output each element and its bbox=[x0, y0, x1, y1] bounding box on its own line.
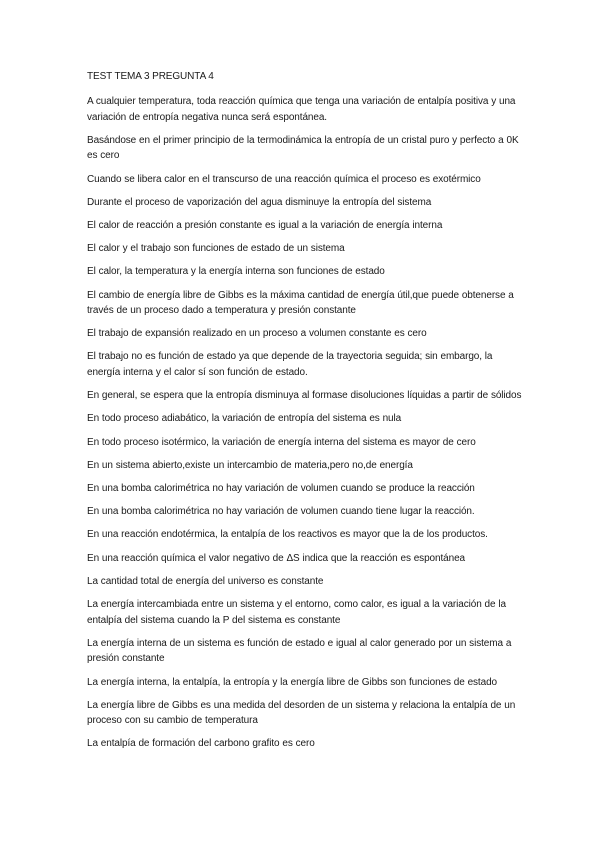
statement-item: En todo proceso adiabático, la variación de entropía del sistema es nula bbox=[87, 413, 402, 425]
statement-list bbox=[87, 94, 527, 752]
statement-item: En general, se espera que la entropía disminuya al formase disoluciones líquidas a partir de sólidos bbox=[87, 390, 522, 402]
statement-item: La energía interna de un sistema es función de estado e igual al calor generado por un sistema a presión constante bbox=[87, 637, 512, 665]
statement-item: Basándose en el primer principio de la termodinámica la entropía de un cristal puro y perfecto a 0K es cero bbox=[87, 134, 519, 162]
statement-item: El calor, la temperatura y la energía interna son funciones de estado bbox=[87, 266, 385, 278]
statement-item: Cuando se libera calor en el transcurso de una reacción química el proceso es exotérmico bbox=[87, 173, 481, 185]
statement-item: En un sistema abierto,existe un intercambio de materia,pero no,de energía bbox=[87, 459, 413, 471]
document-title: TEST TEMA 3 PREGUNTA 4 bbox=[87, 71, 214, 82]
statement-item: La cantidad total de energía del universo es constante bbox=[87, 575, 324, 587]
statement-item: El calor y el trabajo son funciones de estado de un sistema bbox=[87, 243, 345, 255]
statement-item: En una reacción endotérmica, la entalpía de los reactivos es mayor que la de los productos. bbox=[87, 529, 488, 541]
statement-item: La entalpía de formación del carbono grafito es cero bbox=[87, 738, 315, 750]
statement-item: El calor de reacción a presión constante es igual a la variación de energía interna bbox=[87, 219, 443, 231]
statement-item: La energía intercambiada entre un sistema y el entorno, como calor, es igual a la variación de la entalpía del sistema cuando la P del sistema es constante bbox=[87, 598, 506, 626]
statement-item: La energía interna, la entalpía, la entropía y la energía libre de Gibbs son funciones de estado bbox=[87, 676, 497, 688]
statement-item: Durante el proceso de vaporización del agua disminuye la entropía del sistema bbox=[87, 196, 432, 208]
statement-item: En una bomba calorimétrica no hay variación de volumen cuando se produce la reacción bbox=[87, 483, 475, 494]
statement-item: La energía libre de Gibbs es una medida del desorden de un sistema y relaciona la entalpía de un proceso con su cambio de temperatura bbox=[87, 699, 516, 727]
statement-item: En una reacción química el valor negativo de ΔS indica que la reacción es espontánea bbox=[87, 552, 465, 564]
statement-item: En una bomba calorimétrica no hay variación de volumen cuando tiene lugar la reacción. bbox=[87, 506, 475, 518]
statement-item: El trabajo de expansión realizado en un proceso a volumen constante es cero bbox=[87, 328, 427, 340]
statement-item: En todo proceso isotérmico, la variación de energía interna del sistema es mayor de cero bbox=[87, 436, 476, 448]
document-page bbox=[87, 70, 527, 760]
statement-item: El cambio de energía libre de Gibbs es la máxima cantidad de energía útil,que puede obtenerse a través de un proceso dado a temperatura y presión constante bbox=[87, 289, 514, 317]
statement-item: A cualquier temperatura, toda reacción química que tenga una variación de entalpía positiva y una variación de entropía negativa nunca será espontánea. bbox=[87, 96, 516, 123]
statement-item: El trabajo no es función de estado ya que depende de la trayectoria seguida; sin embargo, la energía interna y el calor sí son función de estado. bbox=[87, 351, 493, 379]
